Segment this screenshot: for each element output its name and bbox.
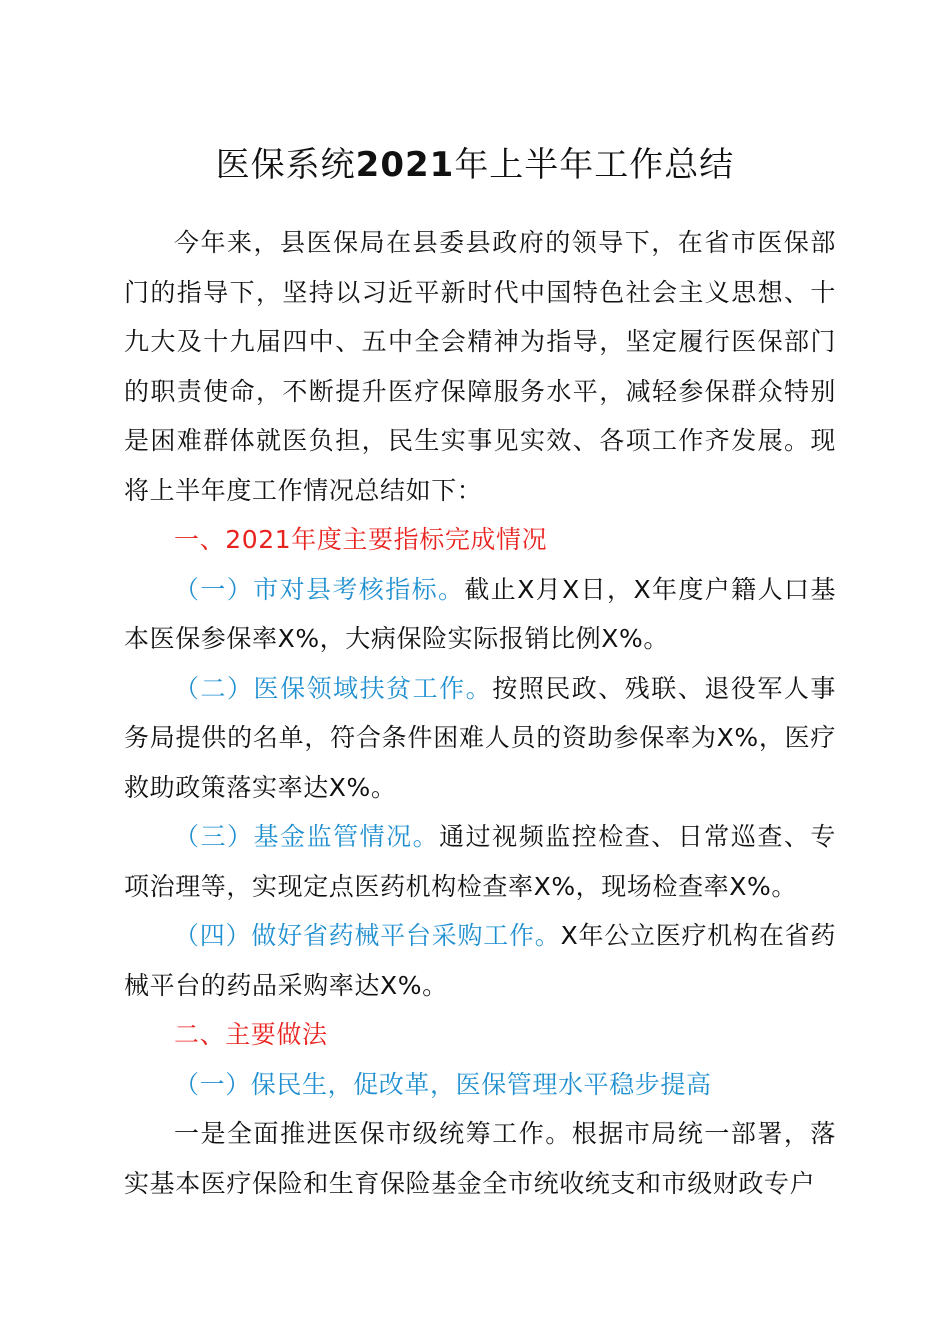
title-prefix: 医保系统 (215, 145, 356, 185)
section1-heading: 一、2021年度主要指标完成情况 (174, 525, 548, 554)
section2-heading: 二、主要做法 (174, 1020, 328, 1049)
item-text: X年公立医疗机构在省药械平台的药品采购率达X%。 (124, 921, 836, 1000)
item-label: （四）做好省药械平台采购工作。 (174, 921, 561, 950)
item-text: 截止X月X日，X年度户籍人口基本医保参保率X%，大病保险实际报销比例X%。 (124, 574, 836, 653)
title-suffix: 年上半年工作总结 (454, 145, 735, 185)
section1-item-2 (124, 664, 836, 813)
section1-item-4 (124, 911, 836, 1010)
document-body (124, 218, 836, 1208)
item-text: 按照民政、残联、退役军人事务局提供的名单，符合条件困难人员的资助参保率为X%，医疗救助政策落实率达X%。 (124, 673, 836, 802)
item-label: （三）基金监管情况。 (174, 822, 440, 851)
item-text: 通过视频监控检查、日常巡查、专项治理等，实现定点医药机构检查率X%，现场检查率X%。 (124, 822, 836, 901)
section1-item-3 (124, 812, 836, 911)
section1-item-1 (124, 565, 836, 664)
intro-paragraph: 今年来，县医保局在县委县政府的领导下，在省市医保部门的指导下，坚持以习近平新时代中国特色社会主义思想、十九大及十九届四中、五中全会精神为指导，坚定履行医保部门的职责使命，不断提升医疗保障服务水平，减轻参保群众特别是困难群体就医负担，民生实事见实效、各项工作齐发展。现将上半年度工作情况总结如下： (124, 228, 836, 505)
item-label: （一）市对县考核指标。 (174, 574, 465, 604)
title-year: 2021 (355, 145, 455, 185)
item-label: （二）医保领域扶贫工作。 (174, 673, 493, 703)
section2-sub-heading: （一）保民生，促改革，医保管理水平稳步提高 (174, 1069, 712, 1099)
section2-paragraph: 一是全面推进医保市级统筹工作。根据市局统一部署，落实基本医疗保险和生育保险基金全市统收统支和市级财政专户 (124, 1119, 836, 1198)
document-title (0, 138, 950, 192)
